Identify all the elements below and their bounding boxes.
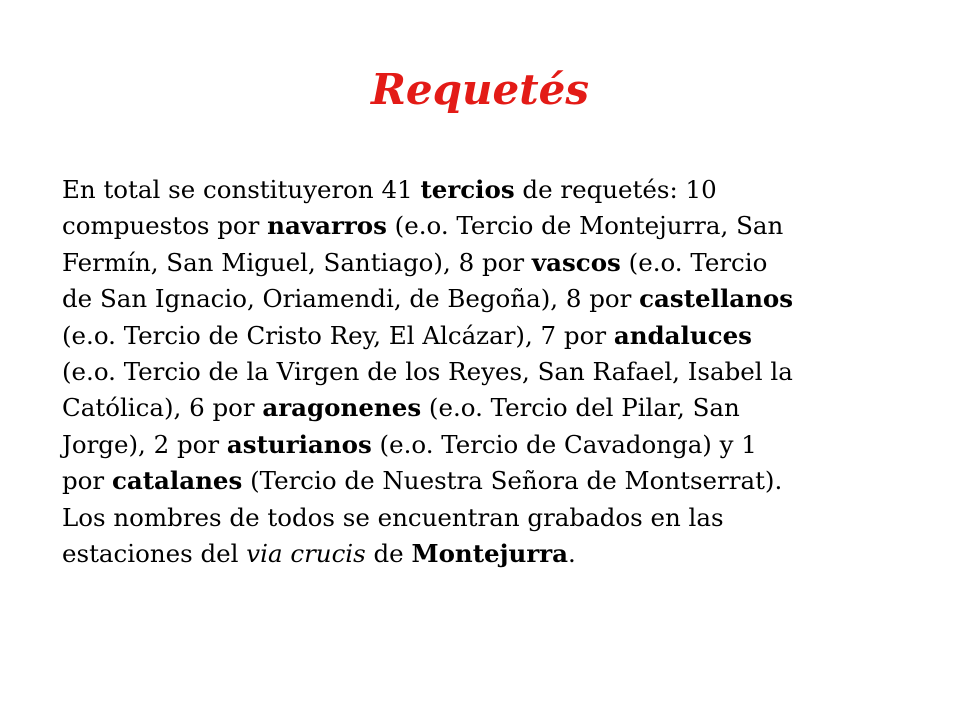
bold-term-navarros: navarros xyxy=(267,211,387,241)
text-run: estaciones del xyxy=(62,539,247,569)
text-run: de San Ignacio, Oriamendi, de Begoña), 8 por xyxy=(62,284,640,314)
text-run: (e.o. Tercio de Montejurra, San xyxy=(386,211,784,241)
text-run: En total se constituyeron 41 xyxy=(62,175,421,204)
text-run: de requetés: 10 xyxy=(514,175,717,204)
italic-term-via-crucis: via crucis xyxy=(246,539,366,569)
paragraph-line xyxy=(62,281,898,317)
slide-title: Requetés xyxy=(370,65,590,114)
text-run: por xyxy=(62,466,112,496)
bold-term-aragonenes: aragonenes xyxy=(262,393,422,423)
bold-term-andaluces: andaluces xyxy=(613,320,752,350)
text-run: Los nombres de todos se encuentran grabados en las xyxy=(62,502,724,532)
text-run: compuestos por xyxy=(62,211,268,241)
text-run: . xyxy=(568,539,576,569)
text-run: de xyxy=(365,539,412,569)
text-run: Fermín, San Miguel, Santiago), 8 por xyxy=(62,247,532,277)
bold-term-castellanos: castellanos xyxy=(639,284,794,314)
text-run: (e.o. Tercio de Cavadonga) y 1 xyxy=(371,429,757,459)
paragraph-line xyxy=(62,463,898,499)
text-run: (Tercio de Nuestra Señora de Montserrat). xyxy=(242,466,783,496)
paragraph-line xyxy=(62,354,898,390)
paragraph-line xyxy=(62,390,898,426)
bold-term-tercios: tercios xyxy=(420,175,515,204)
paragraph-line xyxy=(62,208,898,244)
paragraph-line xyxy=(62,427,898,463)
text-run: (e.o. Tercio de Cristo Rey, El Alcázar), 7 por xyxy=(62,320,614,350)
bold-term-vascos: vascos xyxy=(531,247,621,277)
paragraph-line xyxy=(62,318,898,354)
bold-term-asturianos: asturianos xyxy=(226,429,372,459)
text-run: Católica), 6 por xyxy=(62,393,263,423)
text-run: (e.o. Tercio xyxy=(620,247,768,277)
bold-term-montejurra: Montejurra xyxy=(411,539,569,569)
text-run: Jorge), 2 por xyxy=(62,429,227,459)
text-run: (e.o. Tercio de la Virgen de los Reyes, San Rafael, Isabel la xyxy=(62,357,793,387)
paragraph-line xyxy=(62,500,898,536)
bold-term-catalanes: catalanes xyxy=(111,466,243,496)
paragraph-line xyxy=(62,245,898,281)
text-run: (e.o. Tercio del Pilar, San xyxy=(421,393,740,423)
paragraph-line xyxy=(62,172,898,208)
body-paragraph xyxy=(62,172,898,572)
paragraph-line xyxy=(62,536,898,572)
